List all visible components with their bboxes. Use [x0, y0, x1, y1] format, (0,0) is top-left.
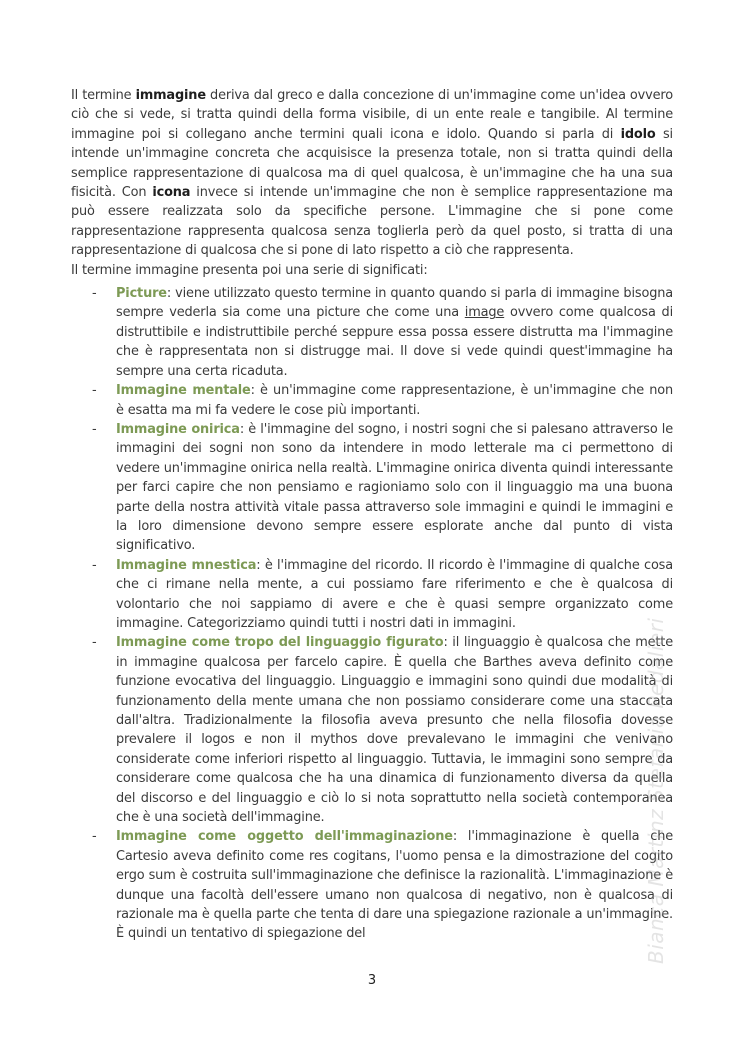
list-item-onirica — [71, 420, 673, 556]
item-term: Immagine onirica — [116, 421, 240, 437]
list-item-mnestica — [71, 556, 673, 634]
underlined-word: image — [464, 305, 505, 321]
list-item-tropo — [71, 633, 673, 827]
bullet-dash: - — [92, 286, 97, 302]
item-text: ovvero come qualcosa di distruttibile e indistruttibile perché seppure essa possa essere distrutta ma l'immagine che è rappresentata non si distrugge mai. Il dove si vede quindi quest'immagine ha sempre una certa ricaduta. — [116, 305, 674, 379]
list-item-picture — [71, 284, 673, 381]
bullet-dash: - — [92, 829, 97, 845]
intro-text: invece si intende un'immagine che non è semplice rappresentazione ma può essere realizzata solo da specifiche persone. L'immagine che si pone come rappresentazione rappresenta qualcosa senza toglierla però da quel posto, si tratta di una rappresentazione di qualcosa che si pone di lato rispetto a ciò che rappresenta. — [71, 185, 673, 259]
item-term: Immagine mnestica — [116, 557, 257, 573]
term-immagine: immagine — [135, 88, 206, 103]
bullet-dash: - — [92, 635, 97, 651]
item-term: Picture — [116, 286, 167, 302]
item-term: Immagine come oggetto dell'immaginazione — [116, 829, 453, 845]
watermark: Bianca Martinz Stefania Pedalieri — [644, 617, 668, 964]
list-item-mentale — [71, 381, 673, 420]
page-number: 3 — [367, 973, 377, 988]
intro-text: si intende un'immagine concreta che acquisisce la presenza totale, non si tratta quindi della semplice rappresentazione di qualcosa ma di quel qualcosa, è un'immagine che ha una sua fisicità. Con — [71, 126, 673, 201]
document-body — [71, 86, 673, 944]
term-icona: icona — [152, 185, 191, 201]
item-term: Immagine come tropo del linguaggio figurato — [116, 635, 444, 651]
intro-text: Il termine — [71, 88, 136, 103]
list-item-immaginazione — [71, 827, 673, 943]
term-idolo: idolo — [620, 126, 656, 142]
item-text: : è l'immagine del sogno, i nostri sogni che si palesano attraverso le immagini dei sogni non sono da intendere in modo letterale ma ci permettono di vedere un'immagine onirica nella realtà. L'immagine onirica diventa quindi interessante per farci capire che non pensiamo e ragioniamo solo con il linguaggio ma una buona parte della nostra attività vitale passa attraverso sole immagini e quindi le immagini e la loro dimensione devono sempre essere esplorate anche dal punto di vista significativo. — [116, 421, 673, 554]
list-intro: Il termine immagine presenta poi una serie di significati: — [71, 262, 428, 278]
item-term: Immagine mentale — [116, 383, 251, 399]
intro-text: deriva dal greco e dalla concezione di un'immagine come un'idea ovvero ciò che si vede, si tratta quindi della forma visibile, di un ente reale e tangibile. Al termine immagine poi si collegano anche termini quali icona e idolo. Quando si parla di — [71, 88, 674, 142]
bullet-dash: - — [92, 557, 97, 573]
item-text: : è l'immagine del ricordo. Il ricordo è l'immagine di qualche cosa che ci rimane nella mente, a cui possiamo fare riferimento e che è qualcosa di volontario che noi sappiamo di avere e che è quasi sempre organizzato come immagine. Categorizziamo quindi tutti i nostri dati in immagini. — [116, 557, 673, 631]
bullet-dash: - — [92, 383, 97, 399]
item-text: : è un'immagine come rappresentazione, è un'immagine che non è esatta ma mi fa vedere le cose più importanti. — [116, 383, 674, 418]
meanings-list — [71, 284, 673, 944]
intro-paragraph — [71, 86, 673, 261]
item-text: : il linguaggio è qualcosa che mette in immagine qualcosa per farcelo capire. È quella che Barthes aveva definito come funzione evocativa del linguaggio. Linguaggio e immagini sono quindi due modalità di funzionamento della mente umana che non possiamo considerare come una staccata dall'altra. Tradizionalmente la filosofia aveva presunto che nella filosofia dovesse prevalere il logos e non il mythos dove prevalevano le immagini che venivano considerate come inferiori rispetto al linguaggio. Tuttavia, le immagini sono sempre da considerare come qualcosa che ha una dinamica di funzionamento diversa da quella del discorso e del linguaggio e ciò lo si nota soprattutto nella società contemporanea che è una società dell'immagine. — [116, 635, 673, 826]
item-text: : l'immaginazione è quella che Cartesio aveva definito come res cogitans, l'uomo pensa e la dimostrazione del cogito ergo sum è costruita sull'immaginazione che definisce la razionalità. L'immaginazione è dunque una facoltà dell'essere umano non qualcosa di negativo, non è qualcosa di razionale ma è quella parte che tenta di dare una spiegazione razionale a un'immagine. È quindi un tentativo di spiegazione del — [116, 829, 673, 942]
bullet-dash: - — [92, 421, 97, 437]
item-text: : viene utilizzato questo termine in quanto quando si parla di immagine bisogna sempre vederla sia come una picture che come una — [116, 286, 673, 321]
